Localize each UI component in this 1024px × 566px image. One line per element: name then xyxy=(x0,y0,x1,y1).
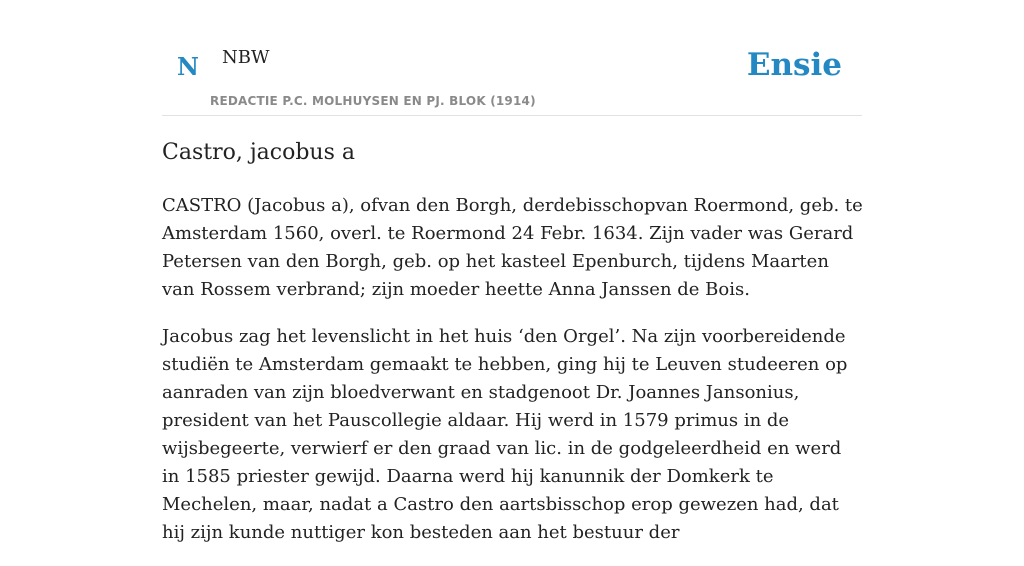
brand-logo[interactable]: Ensie xyxy=(746,47,842,83)
page-title: Castro, jacobus a xyxy=(162,140,355,165)
article-body xyxy=(162,192,864,566)
article-paragraph: CASTRO (Jacobus a), ofvan den Borgh, derdebisschopvan Roermond, geb. te Amsterdam 1560, overl. te Roermond 24 Febr. 1634. Zijn vader was Gerard Petersen van den Borgh, geb. op het kasteel Epenburch, tijdens Maarten van Rossem verbrand; zijn moeder heette Anna Janssen de Bois. xyxy=(162,195,863,300)
article-paragraph: Jacobus zag het levenslicht in het huis ‘den Orgel’. Na zijn voorbereidende studiën te Amsterdam gemaakt te hebben, ging hij te Leuven studeeren op aanraden van zijn bloedverwant en stadgenoot Dr. Joannes Jansonius, president van het Pauscollegie aldaar. Hij werd in 1579 primus in de wijsbegeerte, verwierf er den graad van lic. in de godgeleerdheid en werd in 1585 priester gewijd. Daarna werd hij kanunnik der Domkerk te Mechelen, maar, nadat a Castro den aartsbisschop erop gewezen had, dat hij zijn kunde nuttiger kon besteden aan het bestuur der xyxy=(162,326,848,543)
header xyxy=(162,0,862,116)
source-subtitle: REDACTIE P.C. MOLHUYSEN EN PJ. BLOK (1914) xyxy=(210,94,536,108)
source-name[interactable]: NBW xyxy=(222,47,270,68)
source-logo-icon[interactable]: N xyxy=(177,52,199,81)
